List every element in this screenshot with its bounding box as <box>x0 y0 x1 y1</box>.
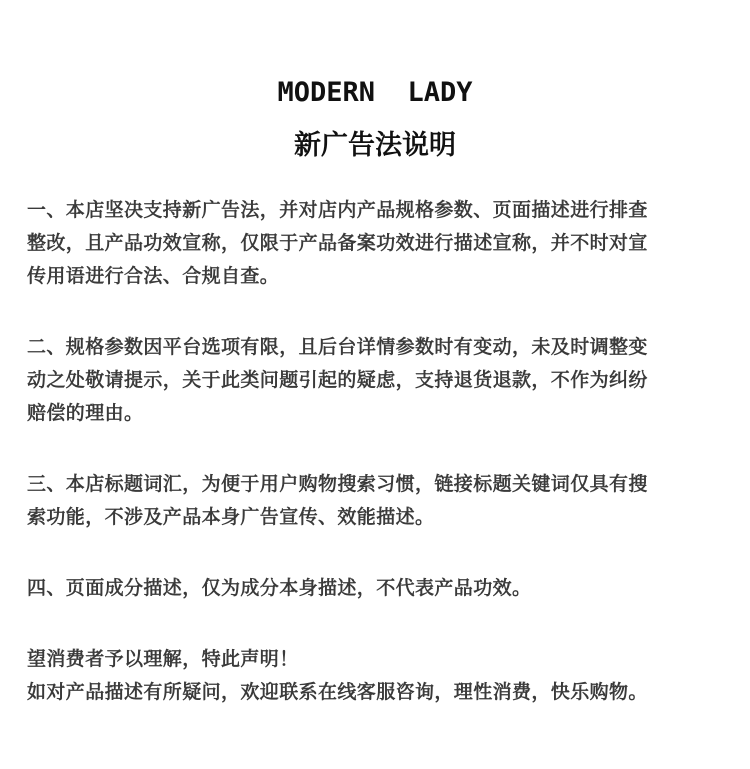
statement-paragraph-2 <box>27 331 727 430</box>
paragraph-line: 一、本店坚决支持新广告法，并对店内产品规格参数、页面描述进行排查 <box>27 199 648 221</box>
paragraph-line: 四、页面成分描述，仅为成分本身描述，不代表产品功效。 <box>27 577 532 599</box>
statement-paragraph-4 <box>27 572 727 605</box>
statement-body <box>27 194 727 747</box>
paragraph-line: 动之处敬请提示，关于此类问题引起的疑虑，支持退货退款，不作为纠纷 <box>27 369 648 391</box>
statement-paragraph-1 <box>27 194 727 293</box>
closing-statement <box>27 643 727 709</box>
closing-line: 如对产品描述有所疑问，欢迎联系在线客服咨询，理性消费，快乐购物。 <box>27 681 648 703</box>
page-title: 新广告法说明 <box>294 130 456 161</box>
closing-line: 望消费者予以理解，特此声明！ <box>27 648 299 670</box>
paragraph-line: 索功能，不涉及产品本身广告宣传、效能描述。 <box>27 506 435 528</box>
paragraph-line: 整改，且产品功效宣称，仅限于产品备案功效进行描述宣称，并不时对宣 <box>27 232 648 254</box>
statement-paragraph-3 <box>27 468 727 534</box>
brand-name: MODERN LADY <box>277 77 473 108</box>
paragraph-line: 传用语进行合法、合规自查。 <box>27 265 280 287</box>
paragraph-line: 三、本店标题词汇，为便于用户购物搜索习惯，链接标题关键词仅具有搜 <box>27 473 648 495</box>
paragraph-line: 二、规格参数因平台选项有限，且后台详情参数时有变动，未及时调整变 <box>27 336 648 358</box>
paragraph-line: 赔偿的理由。 <box>27 402 144 424</box>
